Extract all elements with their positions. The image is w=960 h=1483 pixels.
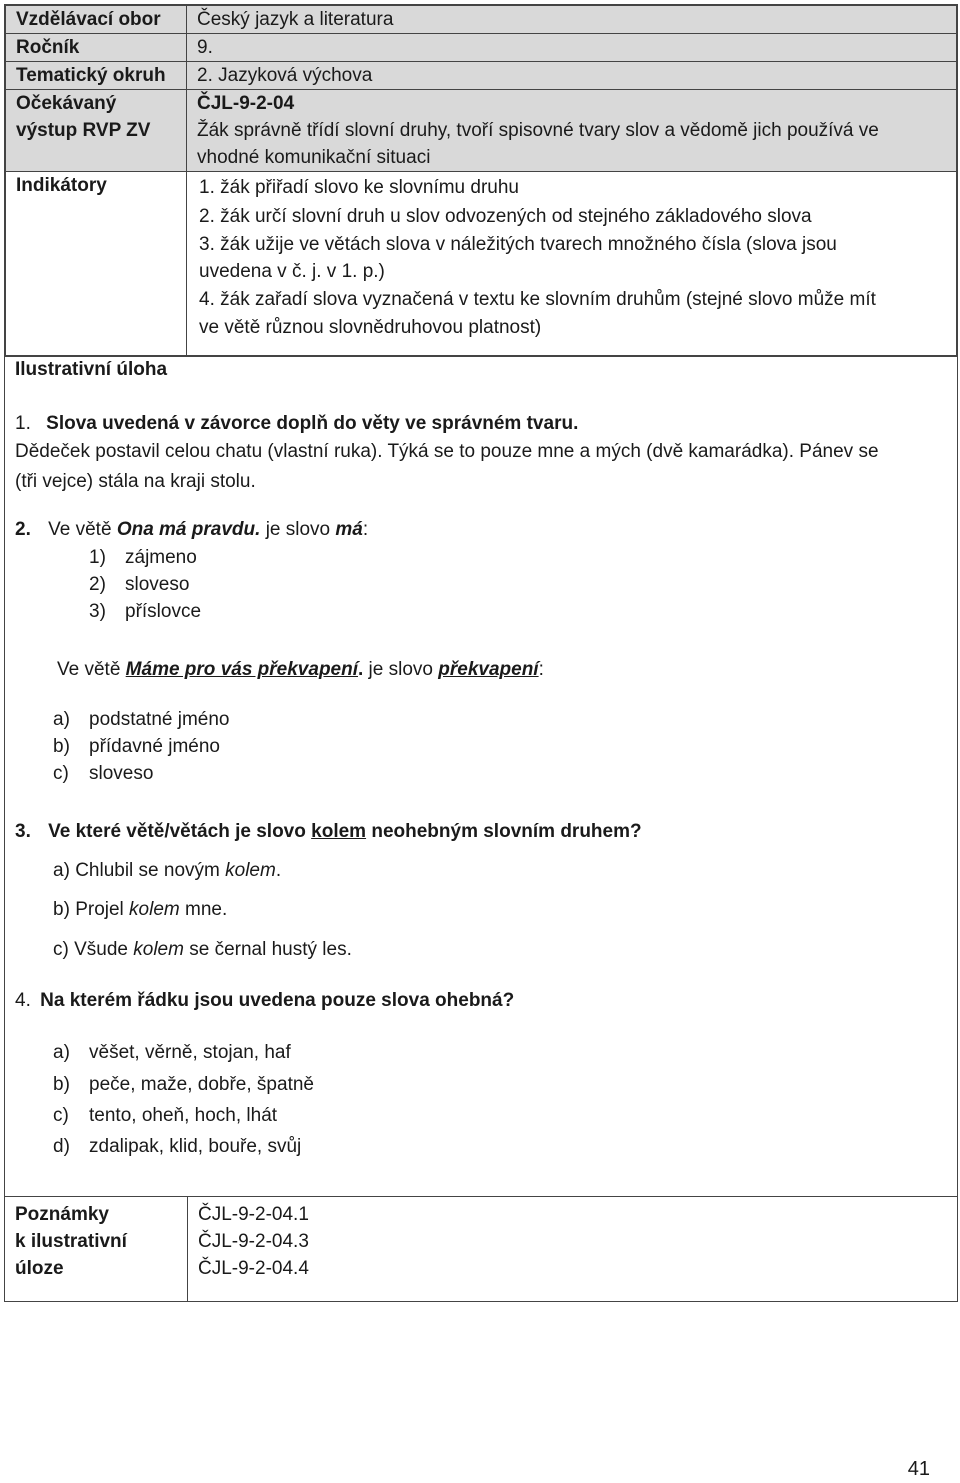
indicators-label: Indikátory [6,172,187,356]
indicator-item: 4. žák zařadí slova vyznačená v textu ke slovním druhům (stejné slovo může mít [199,289,876,310]
topic-row [6,62,957,90]
option-text: Všude [74,939,134,960]
question-2-prefix: Ve větě [48,519,117,540]
option-text: zájmeno [125,547,197,568]
grade-value: 9. [187,34,957,62]
indicators-list [187,172,957,356]
question-2b-sentence: Máme pro vás překvapení [125,659,358,680]
option-number: 2) [89,574,106,595]
task-title: Ilustrativní úloha [15,359,168,380]
question-1-text-line: (tři vejce) stála na kraji stolu. [15,471,256,492]
option-text: příslovce [125,601,202,622]
option-text: sloveso [89,763,154,784]
option-number: 1) [89,547,106,568]
question-3-word: kolem [311,821,367,842]
question-4-heading [15,990,514,1012]
option-number: c) [53,939,69,960]
question-2-middle: je slovo [260,519,336,540]
indicator-item-continued: uvedena v č. j. v 1. p.) [199,261,385,282]
indicator-item-continued: ve větě různou slovnědruhovou platnost) [199,317,542,338]
grade-label: Ročník [6,34,187,62]
indicator-item: 3. žák užije ve větách slova v náležitých tvarech množného čísla (slova jsou [199,234,837,255]
option-text: Chlubil se novým [75,860,226,881]
indicator-item: 2. žák určí slovní druh u slov odvozených od stejného základového slova [199,206,812,227]
question-3-option [53,899,227,921]
question-1-number: 1. [15,413,31,434]
notes-row [5,1197,957,1302]
option-number: c) [53,1105,69,1126]
indicator-item: 1. žák přiřadí slovo ke slovnímu druhu [199,177,519,198]
option-text: přídavné jméno [89,736,220,757]
question-2b-word: překvapení [438,659,539,680]
option-number: 3) [89,601,106,622]
indicators-row [6,172,957,356]
metadata-table [5,5,957,356]
option-text: . [275,860,282,881]
subject-row [6,6,957,34]
question-3-heading [15,821,642,843]
question-2-heading [15,519,368,541]
option-text: sloveso [125,574,190,595]
question-2b-option [53,763,153,785]
topic-label: Tematický okruh [6,62,187,90]
question-4-option [53,1105,277,1127]
outcome-text-line: Žák správně třídí slovní druhy, tvoří spisovné tvary slov a vědomě jich používá ve [197,120,879,141]
option-text: mne. [179,899,228,920]
question-4-number: 4. [15,990,31,1011]
question-1-text-line: Dědeček postavil celou chatu (vlastní ruka). Týká se to pouze mne a mých (dvě kamarádka). Pánev se [15,441,879,462]
question-2b-dot: . [358,659,364,680]
question-2-word: má [335,519,363,540]
indicator-code: ČJL-9-2-04.4 [198,1258,309,1279]
question-2b-middle: je slovo [363,659,439,680]
question-2b-heading [57,659,544,681]
question-4-option [53,1074,314,1096]
outcome-label [6,90,187,172]
outcome-text-line: vhodné komunikační situaci [197,147,431,168]
notes-label [5,1197,188,1302]
option-number: b) [53,899,70,920]
option-number: b) [53,736,70,757]
indicator-code: ČJL-9-2-04.3 [198,1231,309,1252]
subject-value: Český jazyk a literatura [187,6,957,34]
option-key-word: kolem [129,899,180,920]
question-3-option [53,939,352,961]
option-number: b) [53,1074,70,1095]
option-text: tento, oheň, hoch, lhát [89,1105,278,1126]
worksheet [4,4,958,1302]
question-4-option [53,1136,301,1158]
question-4-title: Na kterém řádku jsou uvedena pouze slova ohebná? [40,990,515,1011]
notes-label-line: úloze [15,1258,64,1279]
grade-row [6,34,957,62]
question-2-option [89,547,197,569]
question-2b-colon: : [538,659,544,680]
option-number: a) [53,860,70,881]
question-3-prefix: Ve které větě/větách je slovo [48,821,312,842]
notes-label-line: Poznámky [15,1204,109,1225]
option-key-word: kolem [133,939,184,960]
question-2b-option [53,736,220,758]
option-text: podstatné jméno [89,709,230,730]
outcome-label-line: Očekávaný [16,93,117,114]
option-text: se černal hustý les. [183,939,352,960]
indicator-code: ČJL-9-2-04.1 [198,1204,309,1225]
question-3-option [53,860,281,882]
option-text: zdalipak, klid, bouře, svůj [89,1136,302,1157]
outcome-row [6,90,957,172]
question-2-colon: : [362,519,369,540]
subject-label: Vzdělávací obor [6,6,187,34]
question-2-option [89,601,201,623]
option-number: a) [53,1042,70,1063]
option-text: Projel [75,899,130,920]
question-4-option [53,1042,291,1064]
question-2b-prefix: Ve větě [57,659,126,680]
question-2b-option [53,709,230,731]
question-2-number: 2. [15,519,31,540]
option-text: věšet, věrně, stojan, haf [89,1042,291,1063]
outcome-value [187,90,957,172]
option-number: d) [53,1136,70,1157]
outcome-code: ČJL-9-2-04 [197,93,295,114]
notes-codes [188,1197,958,1302]
option-key-word: kolem [225,860,276,881]
question-2-option [89,574,189,596]
notes-label-line: k ilustrativní [15,1231,127,1252]
illustrative-task-section [5,356,957,1196]
option-number: a) [53,709,70,730]
topic-value: 2. Jazyková výchova [187,62,957,90]
question-2-sentence: Ona má pravdu. [116,519,261,540]
question-3-suffix: neohebným slovním druhem? [366,821,642,842]
question-1-heading [15,413,578,435]
option-number: c) [53,763,69,784]
question-1-title: Slova uvedená v závorce doplň do věty ve správném tvaru. [46,413,579,434]
outcome-label-line: výstup RVP ZV [16,120,151,141]
question-3-number: 3. [15,821,31,842]
option-text: peče, maže, dobře, špatně [89,1074,314,1095]
notes-table [5,1196,957,1301]
page-number: 41 [907,1458,930,1480]
